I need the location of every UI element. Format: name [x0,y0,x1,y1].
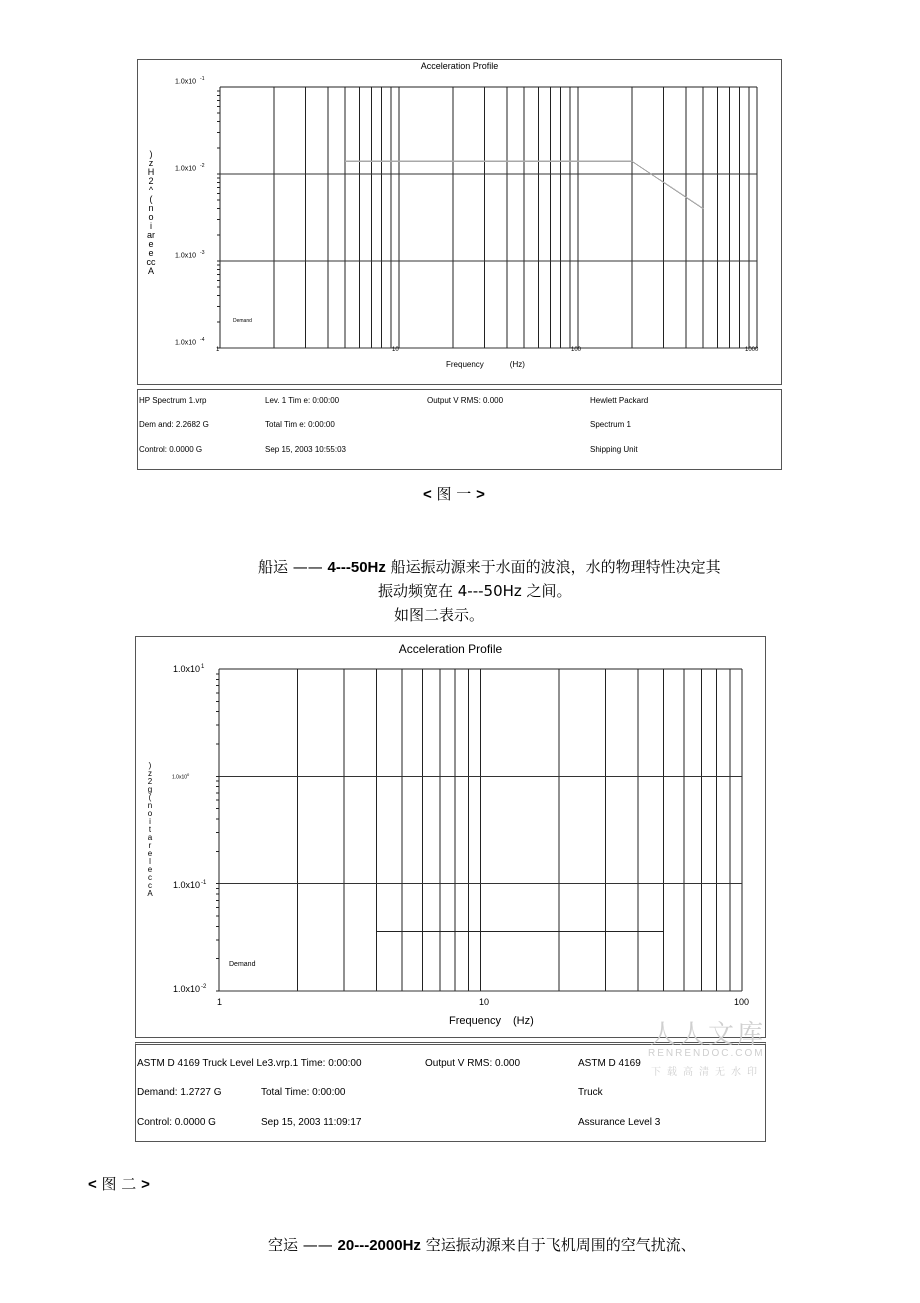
info1-r2-c2: Total Tim e: 0:00:00 [265,420,335,429]
chart-2-y-tick-1: $1.0x10^1$ [173,664,205,674]
figure-2-caption: < 图 二 > [88,1175,150,1193]
chart-1-y-label-char-2: H [147,167,155,177]
info2-r3-c2: Sep 15, 2003 11:09:17 [261,1117,362,1128]
chart-2-x-tick-1: 1 [217,997,223,1007]
info2-r1-c1: ASTM D 4169 Truck Level Le3.vrp.1 Time: 0:00:00 [137,1058,362,1069]
chart-2-y-label-char-16: A [147,889,153,898]
watermark-logo: 人人文库 [650,1020,767,1050]
chart-1-y-label-char-8: i [150,221,152,231]
chart-2-y-label-char-3: g [147,785,153,794]
chart-1-y-label-char-5: ( [149,194,153,204]
info1-r3-c2: Sep 15, 2003 10:55:03 [265,445,346,454]
chart-1-y-label-char-10: e [148,239,154,249]
chart-1-x-tick-4: 1000 [745,347,759,353]
chart-1-y-tick-4: 1.0x10 $^{-4}$ [175,337,205,347]
chart-2-y-label-char-15: c [148,881,152,890]
chart-2-y-label-char-5: n [147,801,153,810]
chart-2-y-axis-label [143,762,157,898]
paragraph-air-line1: 空运 —— 20---2000Hz 空运振动源来自于飞机周围的空气扰流、 [268,1236,696,1254]
chart-2-y-label-char-7: i [149,817,151,826]
chart-2-x-tick-2: 10 [479,997,490,1007]
chart-1-y-label-char-7: o [148,212,154,222]
chart-1-y-label-char-4: ^ [148,185,154,195]
info1-r3-c1: Control: 0.0000 G [139,445,203,454]
figure-1-caption: < 图 一 > [423,485,485,503]
chart-2-y-tick-4: $1.0x10^{-2}$ [173,984,207,994]
paragraph-ship-line1: 船运 —— 4---50Hz 船运振动源来于水面的波浪，水的物理特性决定其 [258,558,721,576]
watermark-url: RENRENDOC.COM [648,1048,765,1059]
chart-2-y-label-char-8: t [148,825,152,834]
chart-1-y-label-char-3: 2 [148,176,154,186]
chart-2-y-label-char-12: l [149,857,151,866]
info1-r2-c1: Dem and: 2.2682 G [139,420,209,429]
chart-1-y-tick-3: 1.0x10 $^{-3}$ [175,250,205,260]
info2-r2-c1: Demand: 1.2727 G [137,1087,222,1098]
info2-r2-c4: Truck [578,1087,603,1098]
info1-r1-c3: Output V RMS: 0.000 [427,396,504,405]
chart-1-title: Acceleration Profile [420,61,499,71]
chart-2-y-label-char-11: e [147,849,153,858]
chart-1-x-tick-2: 10 [392,347,399,353]
chart-1-x-tick-1: 1 [216,347,220,353]
chart-2-x-axis-label: Frequency (Hz) [449,1015,534,1027]
info1-r1-c4: Hewlett Packard [590,396,649,405]
chart-1-y-tick-2: 1.0x10 $^{-2}$ [175,163,205,173]
chart-1-y-tick-1: 1.0x10 $^{-1}$ [175,76,205,86]
info2-r2-c2: Total Time: 0:00:00 [261,1087,346,1098]
chart-2-y-label-char-0: ) [148,761,152,770]
chart-1-x-tick-3: 100 [571,347,582,353]
chart-2-legend-demand: Demand [229,961,256,968]
chart-1-y-label-char-9: ar [146,230,155,240]
info2-r3-c4: Assurance Level 3 [578,1117,661,1128]
chart-2-x-tick-3: 100 [734,997,750,1007]
info1-r1-c2: Lev. 1 Tim e: 0:00:00 [265,396,340,405]
chart-1-y-label-char-12: cc [146,257,156,267]
chart-2-y-label-char-13: e [147,865,153,874]
paragraph-ship-line3: 如图二表示。 [394,606,485,624]
chart-2-y-label-char-4: ( [148,793,152,802]
chart-2-y-label-char-14: c [148,873,152,882]
chart-1-y-label-char-13: A [147,266,154,276]
paragraph-ship-line2: 振动频宽在 4---50Hz 之间。 [378,582,572,600]
info2-r1-c4: ASTM D 4169 [578,1058,641,1069]
chart-2-y-tick-2: $1.0x10^0$ [172,772,190,781]
info1-r1-c1: HP Spectrum 1.vrp [139,396,207,405]
chart-2-y-label-char-9: a [147,833,153,842]
chart-2-y-tick-3: $1.0x10^{-1}$ [173,880,207,890]
info2-r3-c1: Control: 0.0000 G [137,1117,216,1128]
chart-2-title: Acceleration Profile [398,642,503,656]
chart-2-y-label-char-6: o [147,809,153,818]
chart-1-y-label-char-1: z [148,158,154,168]
chart-1-legend-demand: Demand [233,318,252,324]
chart-2-y-label-char-10: r [148,841,152,850]
watermark-subtitle: 下载高清无水印 [651,1067,763,1078]
chart-1-x-axis-label: Frequency (Hz) [446,360,525,369]
chart-2-y-label-char-1: z [148,769,152,778]
info1-r3-c4: Shipping Unit [590,445,638,454]
chart-2-y-label-char-2: 2 [147,777,153,786]
chart-1-y-label-char-0: ) [149,149,153,159]
chart-1-y-label-char-6: n [148,203,154,213]
chart-1-y-label-char-11: e [148,248,154,258]
info2-r1-c3: Output V RMS: 0.000 [425,1058,521,1069]
info1-r2-c4: Spectrum 1 [590,420,631,429]
